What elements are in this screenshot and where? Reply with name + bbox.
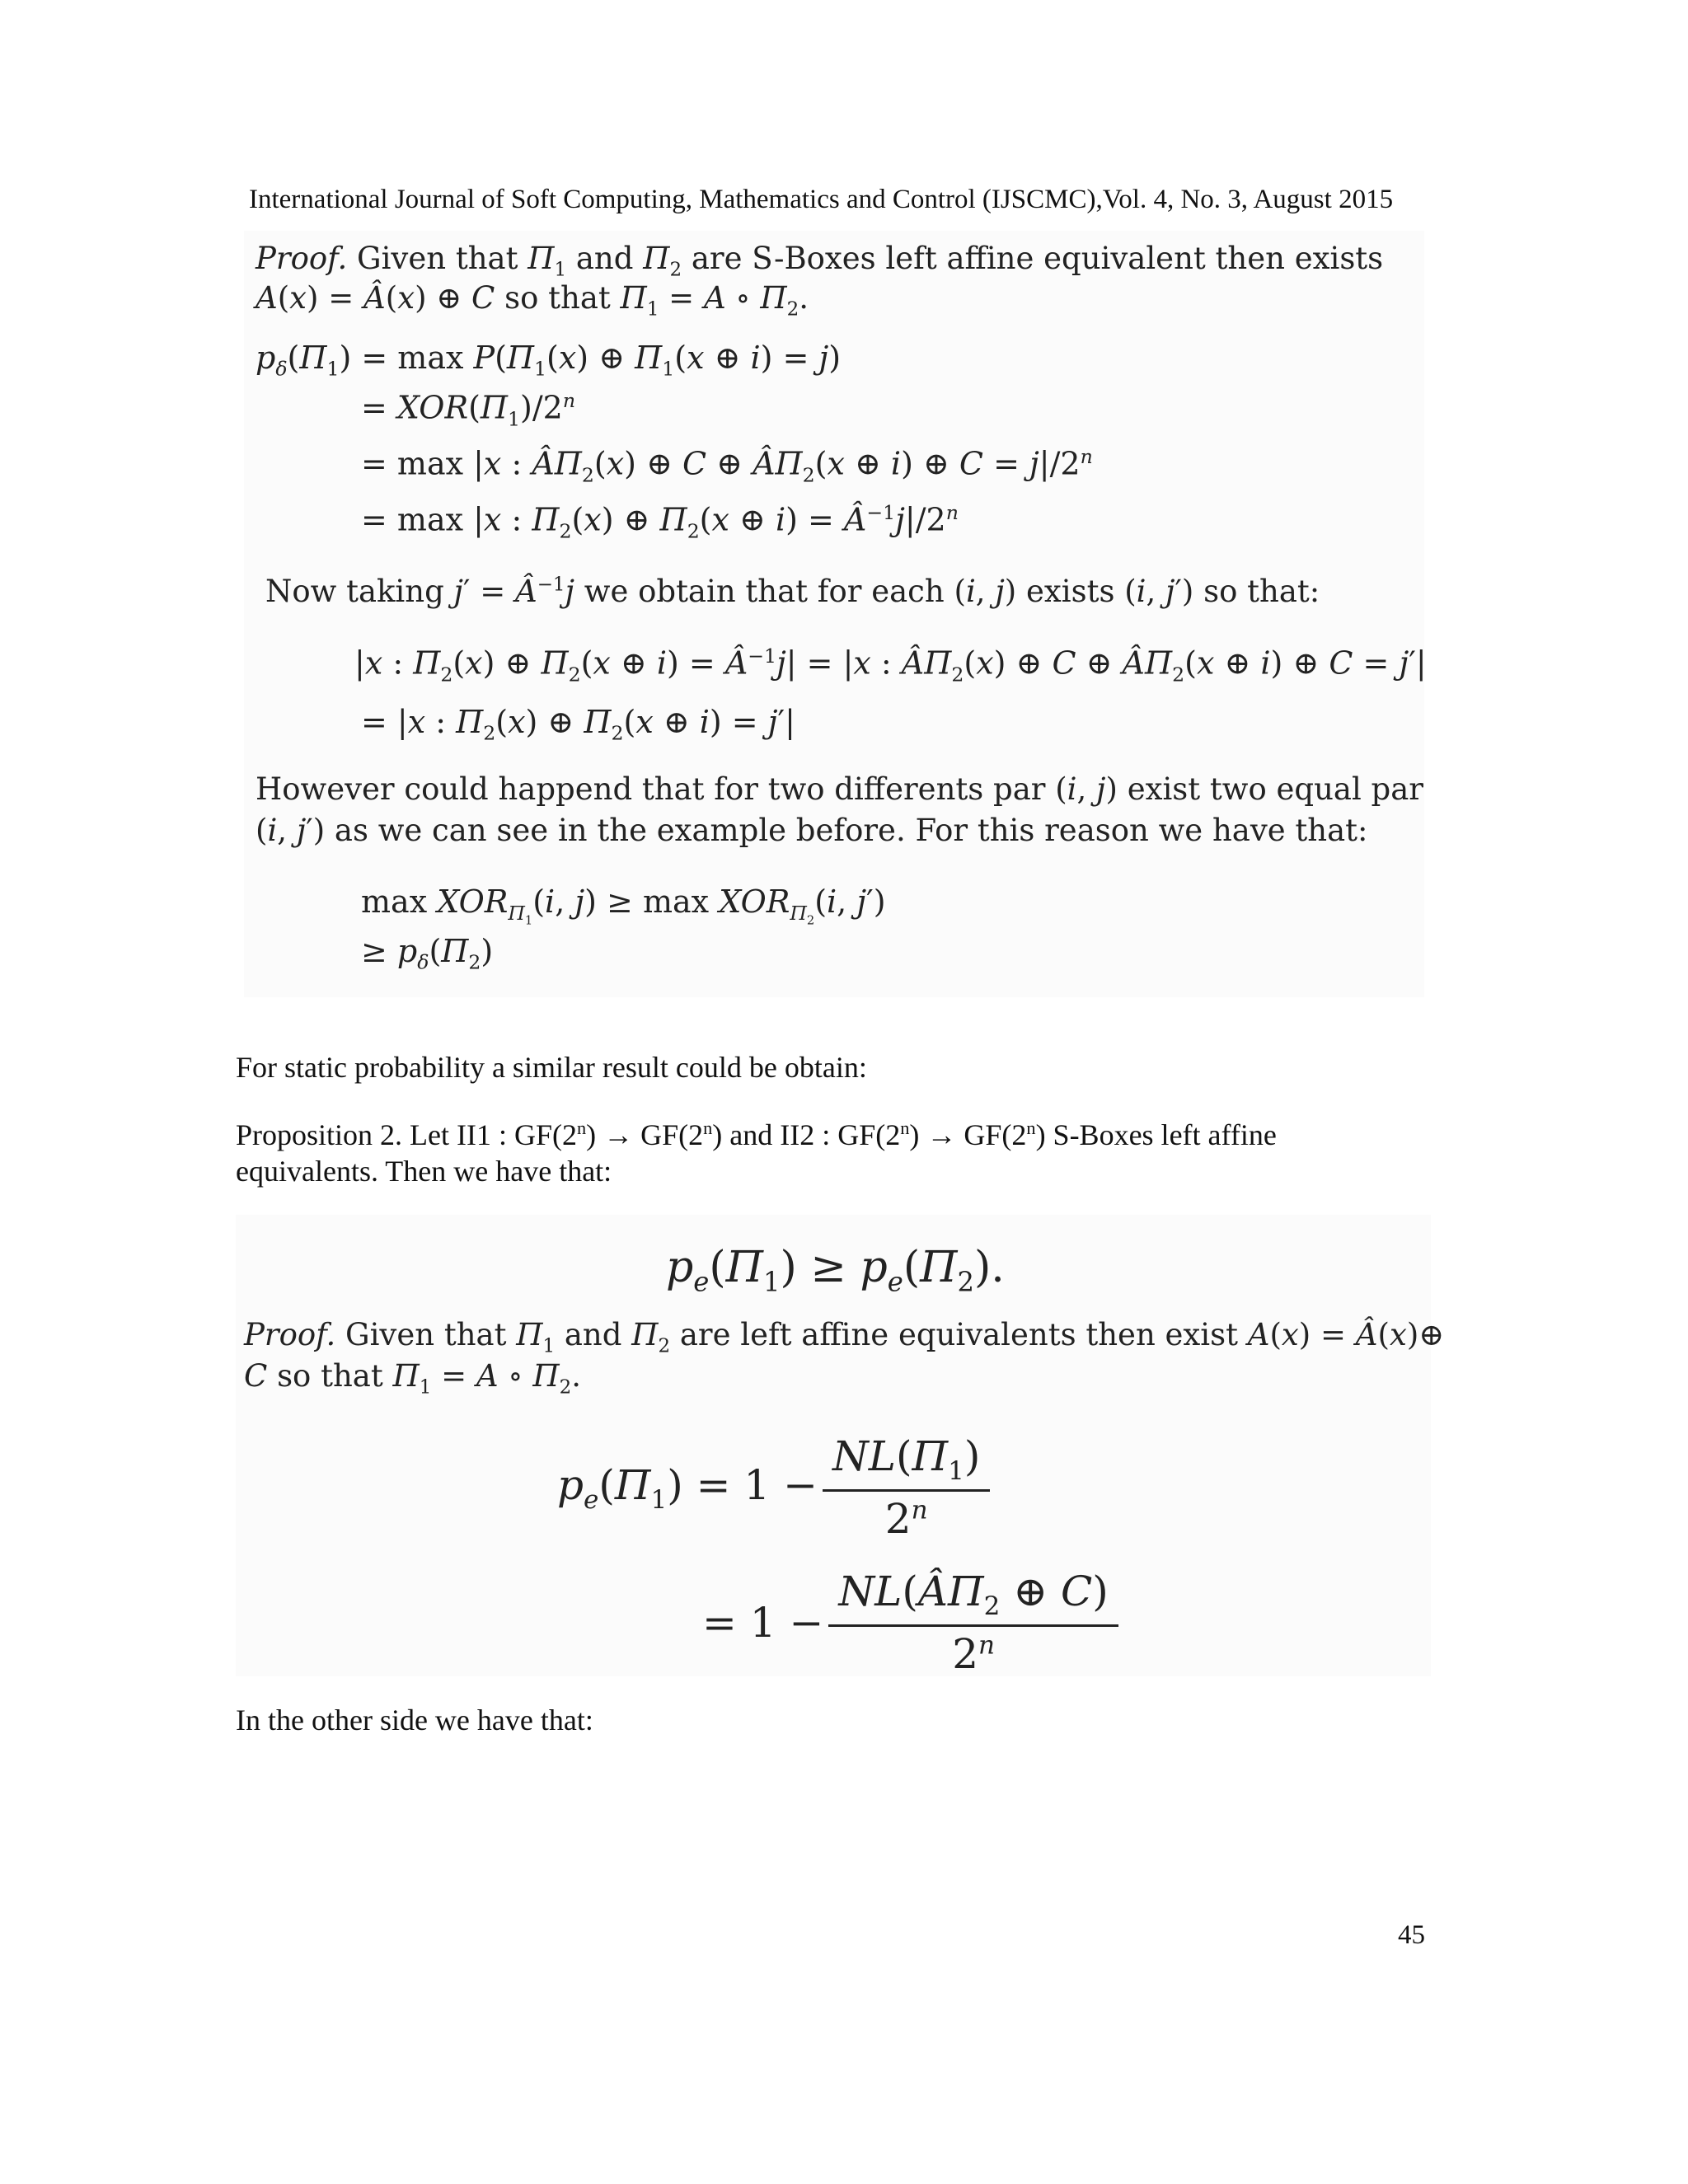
derivation1-row2: = $XOR(\Pi_1)/2^n$: [361, 389, 576, 431]
derivation1-row3: = max |x : $Â\Pi_2(x)$ ⊕ C ⊕ $Â\Pi_2(x$ ⊕ i) ⊕ $C = j|/2^n$: [361, 445, 1093, 487]
proof1-line1: [256, 241, 1383, 280]
now-taking-line: Now taking $j' = Â^{-1}j$ we obtain that for each (i, j) exists (i, j′) so that:: [265, 574, 1320, 609]
derivation1-row4: = max |x : $\Pi_2(x)$ ⊕ $\Pi_2(x$ ⊕ $i) = Â^{-1}j|/2^n$: [361, 501, 959, 543]
proof1-text1: Given that $\Pi_1$ and $\Pi_2$ are S-Boxes left affine equivalent then exists: [357, 241, 1384, 281]
proposition-line1: Proposition 2. Let II1 : $GF(2^n) \to GF(2^n)$ and II2 : $GF(2^n) \to GF(2^n)$ S-Boxes left affine: [236, 1118, 1277, 1151]
inequality-row1: $\max XOR_{\Pi_1}(i$, $j) \ge \max XOR_{\Pi_2}(i$, j′): [361, 883, 886, 928]
pe-lhs: $p_e(\Pi_1) = 1$ −: [557, 1460, 818, 1515]
pe-fraction-2: $\frac{NL(Â\Pi_2 \oplus C)}{2^n}$: [833, 1568, 1113, 1678]
pe-fraction-1: $\frac{NL(\Pi_1)}{2^n}$: [828, 1432, 985, 1543]
other-side-text: In the other side we have that:: [236, 1704, 593, 1736]
equality-row1: |x : $\Pi_2(x)$ ⊕ $\Pi_2(x$ ⊕ $i) = Â^{-1}j| = |x$ : $Â\Pi_2(x)$ ⊕ C ⊕ $Â\Pi_2(x$ ⊕ i) ⊕ C = j′|: [354, 644, 1427, 687]
pe-equation-row2: [702, 1568, 1114, 1678]
proof2-line1: Proof. Given that $\Pi_1$ and $\Pi_2$ are left affine equivalents then exist A(x) = Â(x)⊕: [244, 1317, 1445, 1357]
proof2-line2: C so that $\Pi_1 = A$ ∘ $\Pi_2$.: [244, 1358, 581, 1399]
proposition-line2: equivalents. Then we have that:: [236, 1155, 612, 1188]
pe-lhs2: = 1 −: [702, 1599, 824, 1647]
page-number: 45: [1398, 1920, 1425, 1950]
derivation1-row1: $p_\delta(\Pi_1) = \max P(\Pi_1(x)$ ⊕ $\Pi_1(x$ ⊕ i) = j): [256, 340, 842, 381]
pe-equation-row1: [557, 1432, 985, 1543]
proof1-line2: A(x) = Â(x) ⊕ C so that $\Pi_1 = A$ ∘ $\Pi_2$.: [256, 280, 809, 321]
journal-header: International Journal of Soft Computing, Mathematics and Control (IJSCMC),Vol. 4, No. 3, August 2015: [249, 185, 1394, 214]
inequality-row2: ≥ $p_\delta(\Pi_2)$: [361, 933, 494, 974]
proof1-label: Proof.: [256, 241, 348, 276]
prop-result: $p_e(\Pi_1) \ge p_e(\Pi_2)$.: [666, 1243, 1005, 1298]
however-line2: (i, j′) as we can see in the example before. For this reason we have that:: [256, 813, 1368, 848]
static-probability-text: For static probability a similar result could be obtain:: [236, 1051, 867, 1084]
proof2-label: Proof.: [244, 1317, 336, 1352]
equality-row2: = |x : $\Pi_2(x)$ ⊕ $\Pi_2(x$ ⊕ i) = j′|: [361, 704, 795, 745]
however-line1: However could happend that for two differents par (i, j) exist two equal par: [256, 771, 1423, 807]
